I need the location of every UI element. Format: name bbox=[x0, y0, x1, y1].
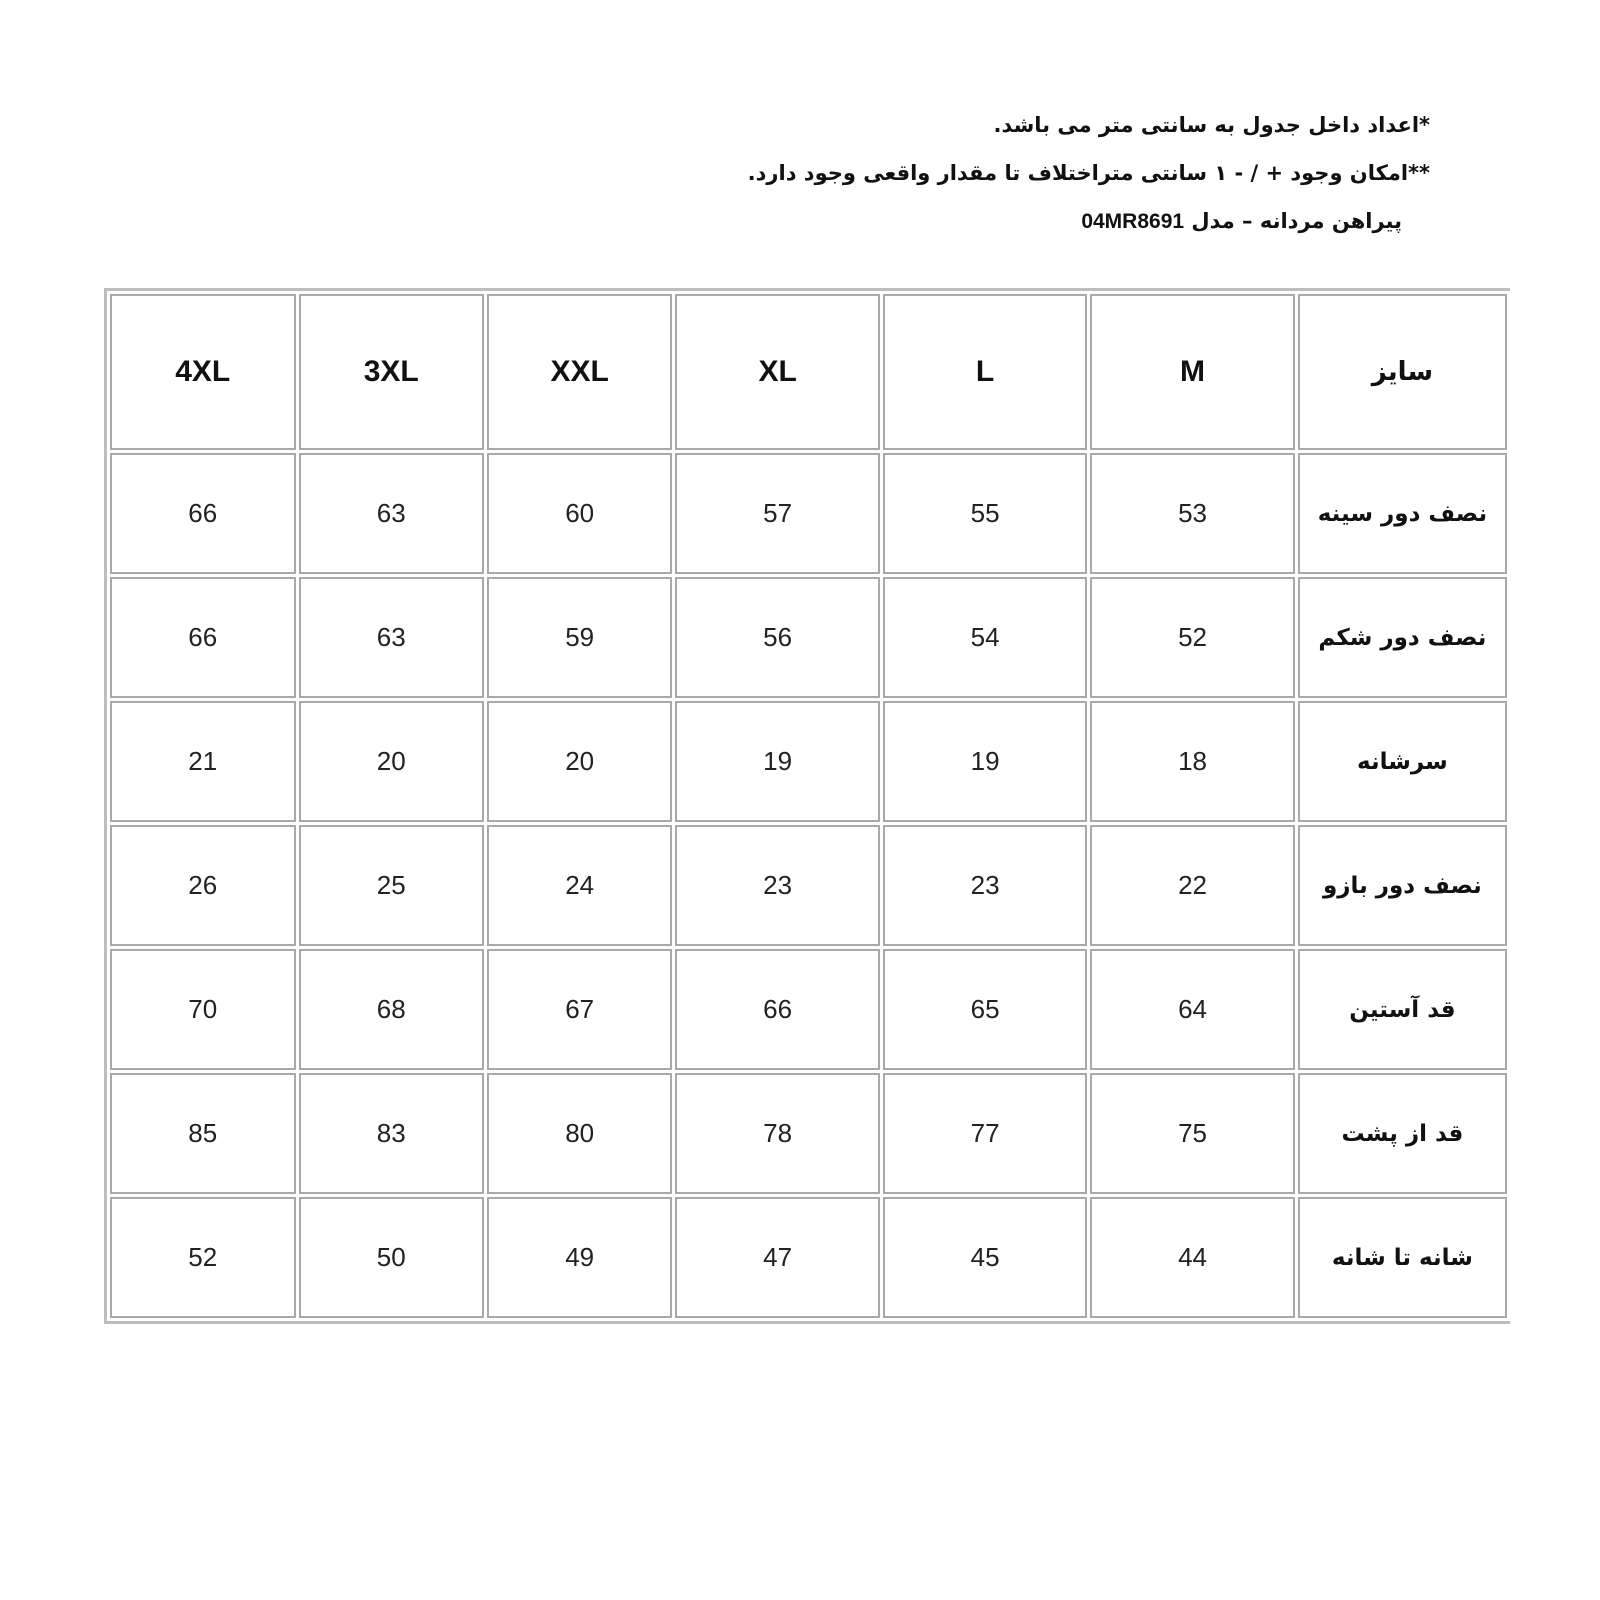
table-cell: 59 bbox=[487, 577, 672, 698]
row-label: نصف دور شکم bbox=[1298, 577, 1507, 698]
table-row bbox=[110, 1197, 1507, 1318]
row-label: سرشانه bbox=[1298, 701, 1507, 822]
table-cell: 19 bbox=[883, 701, 1087, 822]
table-cell: 53 bbox=[1090, 453, 1294, 574]
table-cell: 63 bbox=[299, 453, 484, 574]
table-cell: 23 bbox=[883, 825, 1087, 946]
table-row bbox=[110, 1073, 1507, 1194]
table-cell: 21 bbox=[110, 701, 296, 822]
table-cell: 44 bbox=[1090, 1197, 1294, 1318]
product-title-prefix: پیراهن مردانه – مدل bbox=[1184, 209, 1402, 233]
table-cell: 20 bbox=[299, 701, 484, 822]
table-cell: 66 bbox=[110, 453, 296, 574]
table-cell: 85 bbox=[110, 1073, 296, 1194]
table-cell: 68 bbox=[299, 949, 484, 1070]
header-size: 4XL bbox=[110, 294, 296, 450]
table-cell: 19 bbox=[675, 701, 879, 822]
header-size: L bbox=[883, 294, 1087, 450]
table-cell: 77 bbox=[883, 1073, 1087, 1194]
table-cell: 64 bbox=[1090, 949, 1294, 1070]
row-label: شانه تا شانه bbox=[1298, 1197, 1507, 1318]
table-cell: 45 bbox=[883, 1197, 1087, 1318]
table-cell: 66 bbox=[675, 949, 879, 1070]
header-size: 3XL bbox=[299, 294, 484, 450]
header-size: M bbox=[1090, 294, 1294, 450]
table-row bbox=[110, 577, 1507, 698]
size-table-container bbox=[104, 288, 1510, 1324]
table-cell: 23 bbox=[675, 825, 879, 946]
table-cell: 22 bbox=[1090, 825, 1294, 946]
table-cell: 50 bbox=[299, 1197, 484, 1318]
table-cell: 52 bbox=[1090, 577, 1294, 698]
table-cell: 18 bbox=[1090, 701, 1294, 822]
table-row bbox=[110, 825, 1507, 946]
header-size-label: سایز bbox=[1298, 294, 1507, 450]
table-cell: 57 bbox=[675, 453, 879, 574]
notes-block bbox=[670, 112, 1430, 256]
row-label: قد از پشت bbox=[1298, 1073, 1507, 1194]
table-cell: 55 bbox=[883, 453, 1087, 574]
row-label: نصف دور بازو bbox=[1298, 825, 1507, 946]
table-cell: 70 bbox=[110, 949, 296, 1070]
header-row bbox=[110, 294, 1507, 450]
table-cell: 67 bbox=[487, 949, 672, 1070]
table-row bbox=[110, 949, 1507, 1070]
table-cell: 75 bbox=[1090, 1073, 1294, 1194]
table-cell: 56 bbox=[675, 577, 879, 698]
table-row bbox=[110, 701, 1507, 822]
size-table bbox=[104, 288, 1510, 1324]
table-cell: 24 bbox=[487, 825, 672, 946]
table-cell: 47 bbox=[675, 1197, 879, 1318]
row-label: نصف دور سینه bbox=[1298, 453, 1507, 574]
table-cell: 25 bbox=[299, 825, 484, 946]
table-cell: 63 bbox=[299, 577, 484, 698]
table-cell: 52 bbox=[110, 1197, 296, 1318]
table-cell: 20 bbox=[487, 701, 672, 822]
table-cell: 65 bbox=[883, 949, 1087, 1070]
product-title bbox=[670, 208, 1402, 234]
model-code: 04MR8691 bbox=[1081, 210, 1185, 233]
table-cell: 49 bbox=[487, 1197, 672, 1318]
header-size: XL bbox=[675, 294, 879, 450]
note-tolerance: **امکان وجود + / - ۱ سانتی متراختلاف تا مقدار واقعی وجود دارد. bbox=[747, 161, 1430, 185]
header-size: XXL bbox=[487, 294, 672, 450]
table-cell: 83 bbox=[299, 1073, 484, 1194]
table-cell: 60 bbox=[487, 453, 672, 574]
table-cell: 78 bbox=[675, 1073, 879, 1194]
table-cell: 54 bbox=[883, 577, 1087, 698]
table-row bbox=[110, 453, 1507, 574]
note-units: *اعداد داخل جدول به سانتی متر می باشد. bbox=[993, 113, 1430, 137]
table-cell: 26 bbox=[110, 825, 296, 946]
table-cell: 66 bbox=[110, 577, 296, 698]
row-label: قد آستین bbox=[1298, 949, 1507, 1070]
table-cell: 80 bbox=[487, 1073, 672, 1194]
